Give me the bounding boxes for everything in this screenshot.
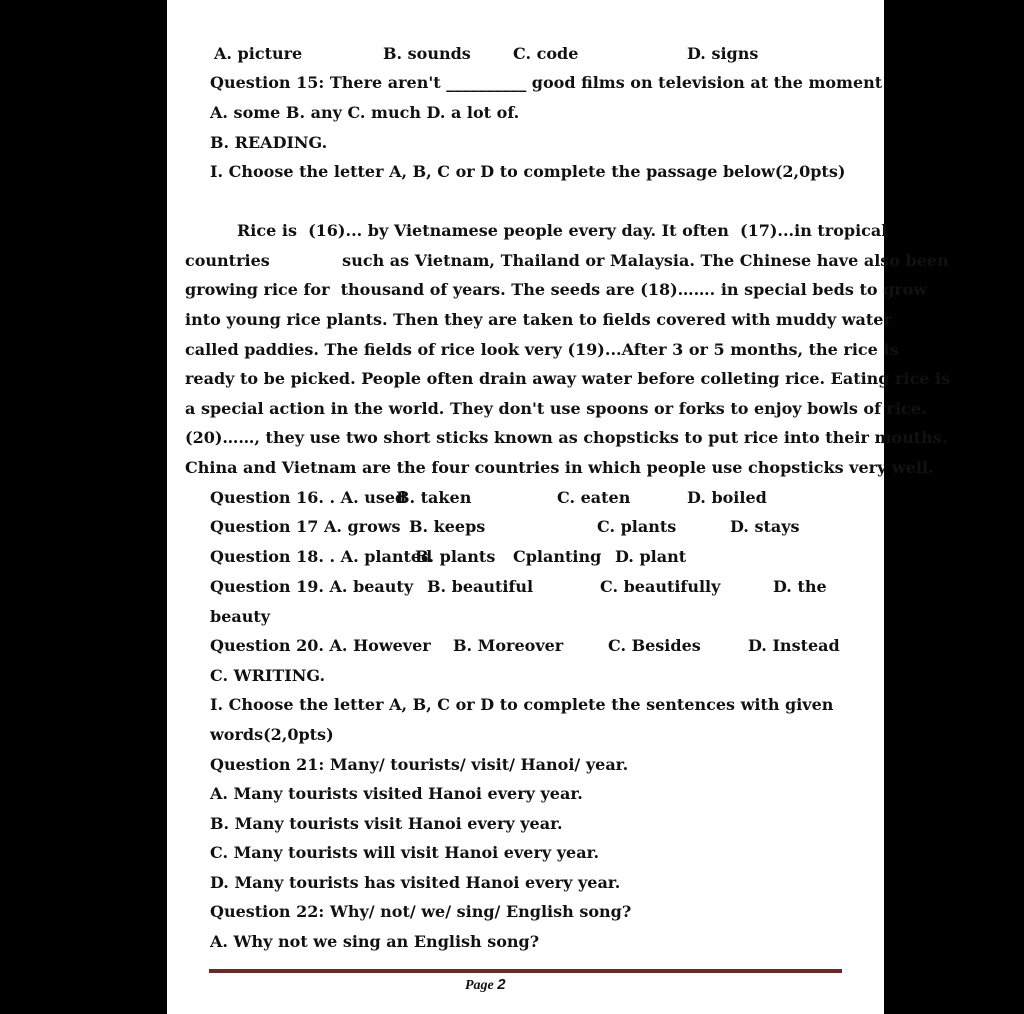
- passage-line: a special action in the world. They don't use spoons or forks to enjoy bowls of rice.: [185, 399, 927, 418]
- passage-line: China and Vietnam are the four countries in which people use chopsticks very well.: [185, 458, 934, 477]
- q17-option-d: D. stays: [730, 517, 800, 536]
- q20-option-d: D. Instead: [748, 636, 840, 655]
- q16-label: Question 16. . A. used: [210, 488, 407, 507]
- passage-line: into young rice plants. Then they are taken to fields covered with muddy water: [185, 310, 892, 329]
- footer-rule: [209, 969, 842, 973]
- q20-option-b: B. Moreover: [453, 636, 564, 655]
- q14-option-c: C. code: [513, 44, 579, 63]
- q22-prompt: Question 22: Why/ not/ we/ sing/ English song?: [210, 902, 632, 921]
- passage-line: called paddies. The fields of rice look very (19)...After 3 or 5 months, the rice is: [185, 340, 899, 359]
- q21-option-a: A. Many tourists visited Hanoi every year.: [210, 784, 583, 803]
- q14-option-a: A. picture: [214, 44, 303, 63]
- q15-stem: Question 15: There aren't __________ good films on television at the moment: [210, 73, 883, 92]
- q19-option-d-wrap: beauty: [210, 607, 271, 626]
- passage-line: ready to be picked. People often drain away water before colleting rice. Eating rice is: [185, 369, 951, 388]
- reading-instruction: I. Choose the letter A, B, C or D to complete the passage below(2,0pts): [210, 162, 846, 181]
- passage-line: (20)……, they use two short sticks known as chopsticks to put rice into their mouths.: [185, 428, 948, 447]
- q15-options: A. some B. any C. much D. a lot of.: [210, 103, 520, 122]
- q14-option-d: D. signs: [687, 44, 759, 63]
- q14-option-b: B. sounds: [383, 44, 471, 63]
- q18-option-b: B. plants: [415, 547, 496, 566]
- q16-option-b: B. taken: [396, 488, 472, 507]
- q19-option-d: D. the: [773, 577, 827, 596]
- q19-option-b: B. beautiful: [427, 577, 534, 596]
- q20-option-c: C. Besides: [608, 636, 701, 655]
- passage-line: growing rice for thousand of years. The seeds are (18)……. in special beds to grow: [185, 280, 928, 299]
- q21-option-b: B. Many tourists visit Hanoi every year.: [210, 814, 563, 833]
- q20-label: Question 20. A. However: [210, 636, 431, 655]
- q21-prompt: Question 21: Many/ tourists/ visit/ Hanoi/ year.: [210, 755, 629, 774]
- document-page: [167, 0, 951, 1014]
- q16-option-d: D. boiled: [687, 488, 767, 507]
- passage-line: Rice is (16)... by Vietnamese people every day. It often (17)...in tropical: [237, 221, 888, 240]
- q18-label: Question 18. . A. planted: [210, 547, 433, 566]
- q19-option-c: C. beautifully: [600, 577, 721, 596]
- reading-heading: B. READING.: [210, 133, 328, 152]
- writing-heading: C. WRITING.: [210, 666, 326, 685]
- q16-option-c: C. eaten: [557, 488, 631, 507]
- q21-option-c: C. Many tourists will visit Hanoi every year.: [210, 843, 600, 862]
- passage-line: countries such as Vietnam, Thailand or Malaysia. The Chinese have also been: [185, 251, 949, 270]
- q17-label: Question 17 A. grows: [210, 517, 401, 536]
- writing-instruction-cont: words(2,0pts): [210, 725, 334, 744]
- q18-option-c: Cplanting: [513, 547, 602, 566]
- q18-option-d: D. plant: [615, 547, 687, 566]
- q21-option-d: D. Many tourists has visited Hanoi every year.: [210, 873, 621, 892]
- writing-instruction: I. Choose the letter A, B, C or D to complete the sentences with given: [210, 695, 834, 714]
- q17-option-b: B. keeps: [409, 517, 486, 536]
- q17-option-c: C. plants: [597, 517, 677, 536]
- page-number: Page 2: [465, 976, 506, 993]
- q22-option-a: A. Why not we sing an English song?: [210, 932, 540, 951]
- q19-label: Question 19. A. beauty: [210, 577, 414, 596]
